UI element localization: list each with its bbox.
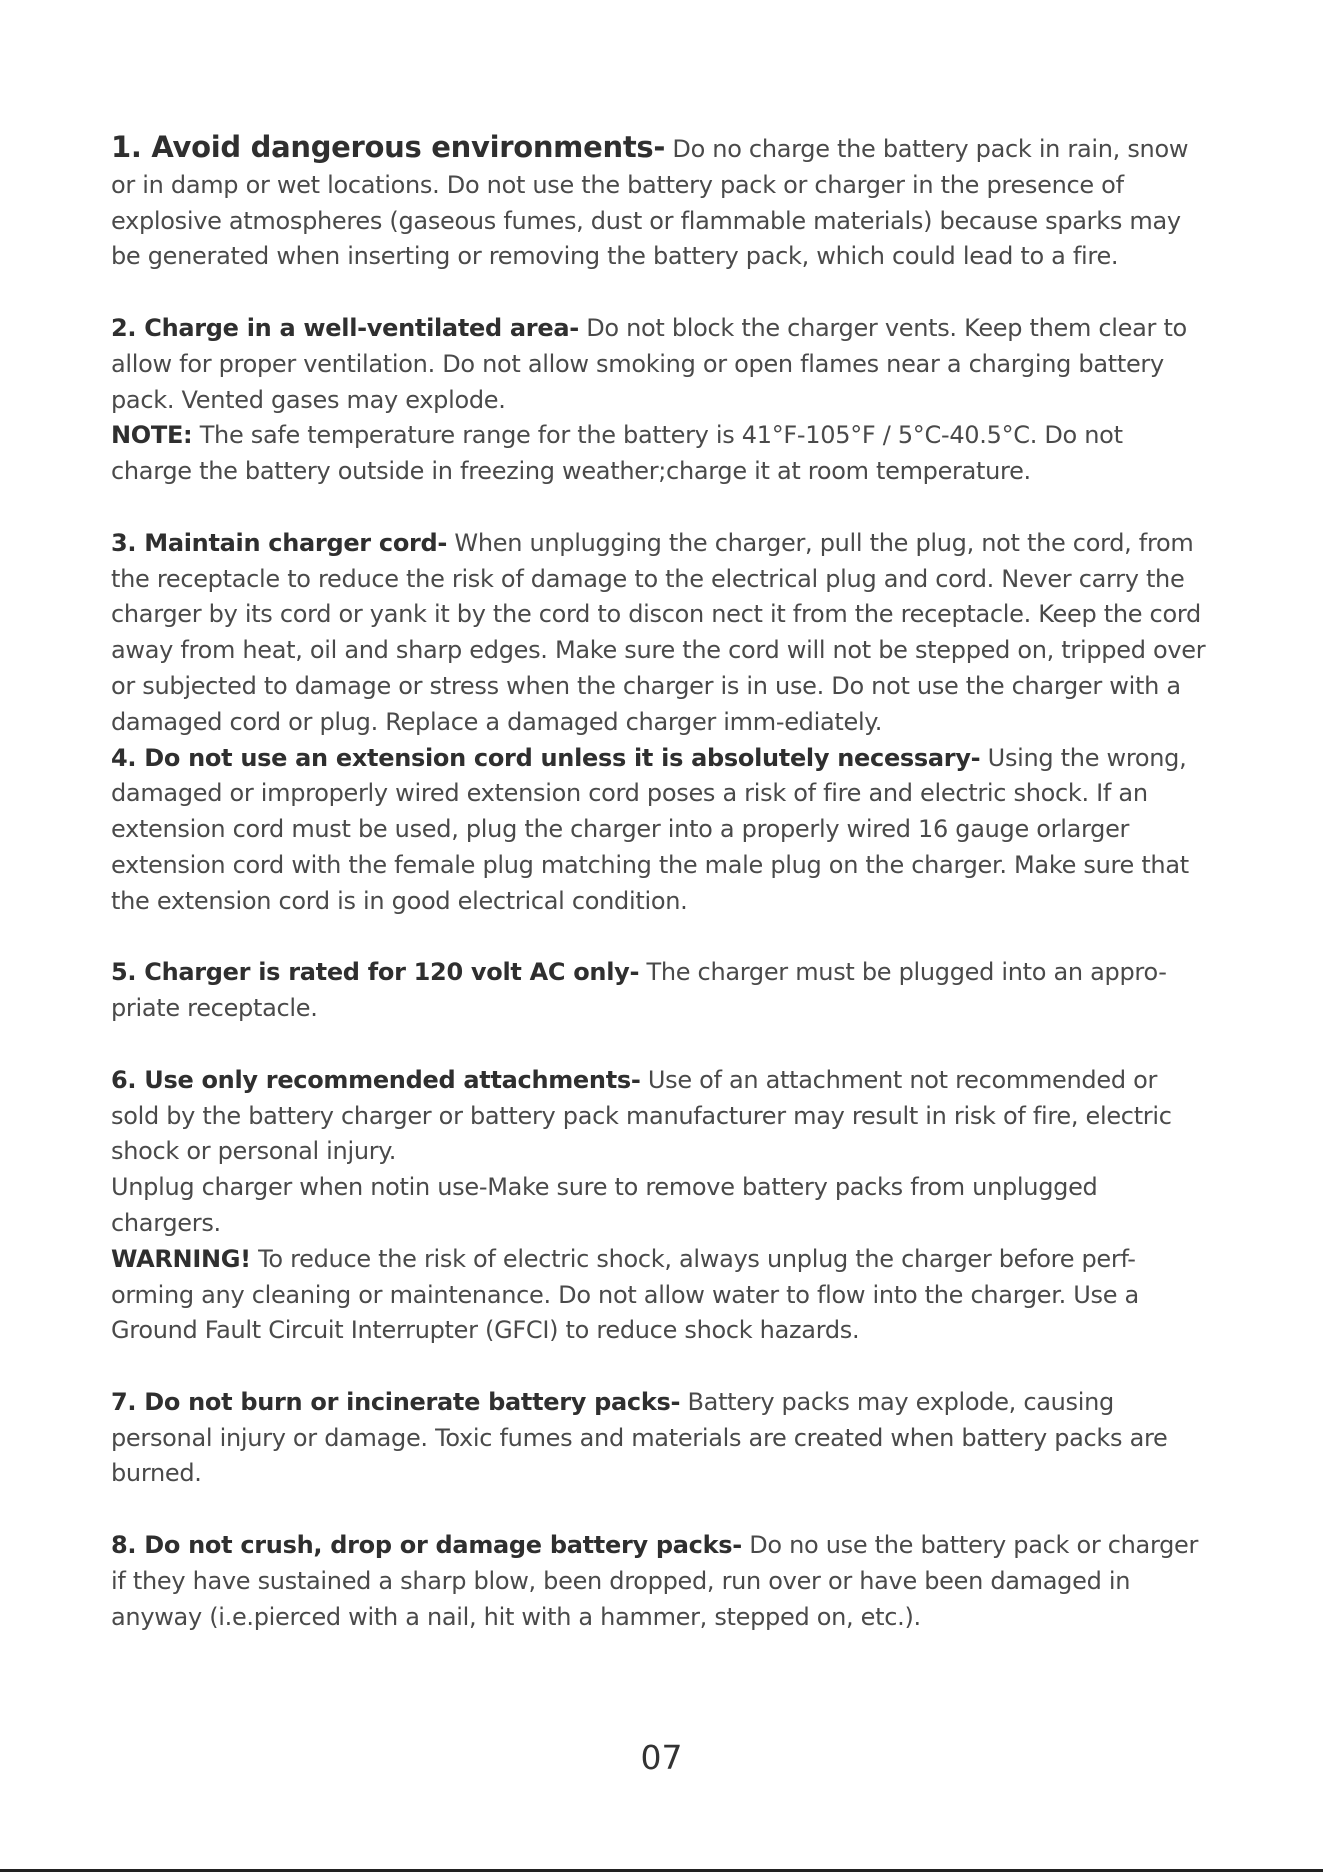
manual-page-body (111, 130, 1206, 1635)
note-text: The safe temperature range for the battery is 41°F-105°F / 5°C-40.5°C. Do not charge the battery outside in freezing weather;charge it at room temperature. (111, 421, 1123, 486)
section-1-text: Do no charge the battery pack in rain, snow or in damp or wet locations. Do not use the battery pack or charger in the presence of explosive atmospheres (gaseous fumes, dust or flammable materials) because sparks may be generated when inserting or removing the battery pack, which could lead to a fire. (111, 135, 1189, 271)
unplug-charger-text: Unplug charger when notin use-Make sure to remove battery packs from unplugged chargers. (111, 1173, 1098, 1237)
section-4-heading: 4. Do not use an extension cord unless it is absolutely necessary- (111, 743, 981, 772)
section-5-heading: 5. Charger is rated for 120 volt AC only- (111, 958, 640, 987)
section-2-charge-ventilated-area (111, 311, 1206, 418)
section-6-recommended-attachments (111, 1063, 1206, 1170)
section-4-extension-cord (111, 741, 1206, 920)
section-7-text: Battery packs may explode, causing personal injury or damage. Toxic fumes and materials are created when battery packs are burned. (111, 1387, 1168, 1488)
temperature-note (111, 418, 1206, 490)
section-3-text: When unplugging the charger, pull the plug, not the cord, from the receptacle to reduce the risk of damage to the electrical plug and cord. Never carry the charger by its cord or yank it by the cord to discon nect it from the receptacle. Keep the cord away from heat, oil and sharp edges. Make sure the cord will not be stepped on, tripped over or subjected to damage or stress when the charger is in use. Do not use the charger with a damaged cord or plug. Replace a damaged charger imm-ediately. (111, 528, 1206, 736)
paragraph-spacer (111, 490, 1206, 526)
section-3-maintain-charger-cord (111, 526, 1206, 741)
section-1-avoid-dangerous-environments (111, 130, 1206, 275)
paragraph-spacer (111, 1349, 1206, 1385)
section-5-text: The charger must be plugged into an appro-priate receptacle. (111, 958, 1167, 1023)
section-2-heading: 2. Charge in a well-ventilated area- (111, 313, 579, 342)
section-3-heading: 3. Maintain charger cord- (111, 528, 448, 557)
section-7-heading: 7. Do not burn or incinerate battery packs- (111, 1387, 681, 1416)
paragraph-spacer (111, 920, 1206, 956)
section-8-text: Do no use the battery pack or charger if they have sustained a sharp blow, been dropped, run over or have been damaged in anyway (i.e.pierced with a nail, hit with a hammer, stepped on, etc.). (111, 1531, 1199, 1631)
section-1-heading: 1. Avoid dangerous environments- (111, 130, 666, 164)
paragraph-spacer (111, 1027, 1206, 1063)
section-2-text: Do not block the charger vents. Keep them clear to allow for proper ventilation. Do not allow smoking or open flames near a charging battery pack. Vented gases may explode. (111, 313, 1187, 414)
warning-label: WARNING! (111, 1244, 251, 1273)
section-8-do-not-crush (111, 1528, 1206, 1635)
paragraph-spacer (111, 275, 1206, 311)
section-8-heading: 8. Do not crush, drop or damage battery packs- (111, 1531, 742, 1560)
page-number: 07 (640, 1738, 683, 1777)
warning-note (111, 1242, 1206, 1349)
section-6-heading: 6. Use only recommended attachments- (111, 1065, 641, 1094)
section-4-text: Using the wrong, damaged or improperly wired extension cord poses a risk of fire and electric shock. If an extension cord must be used, plug the charger into a properly wired 16 gauge orlarger extension cord with the female plug matching the male plug on the charger. Make sure that the extension cord is in good electrical condition. (111, 743, 1189, 915)
section-5-charger-rating (111, 955, 1206, 1027)
unplug-charger-note (111, 1170, 1206, 1242)
paragraph-spacer (111, 1492, 1206, 1528)
section-7-do-not-burn (111, 1385, 1206, 1492)
section-6-text: Use of an attachment not recommended or sold by the battery charger or battery pack manufacturer may result in risk of fire, electric shock or personal injury. (111, 1065, 1172, 1166)
note-label: NOTE: (111, 421, 193, 450)
warning-text: To reduce the risk of electric shock, always unplug the charger before perf-orming any cleaning or maintenance. Do not allow water to flow into the charger. Use a Ground Fault Circuit Interrupter (GFCI) to reduce shock hazards. (111, 1244, 1139, 1345)
